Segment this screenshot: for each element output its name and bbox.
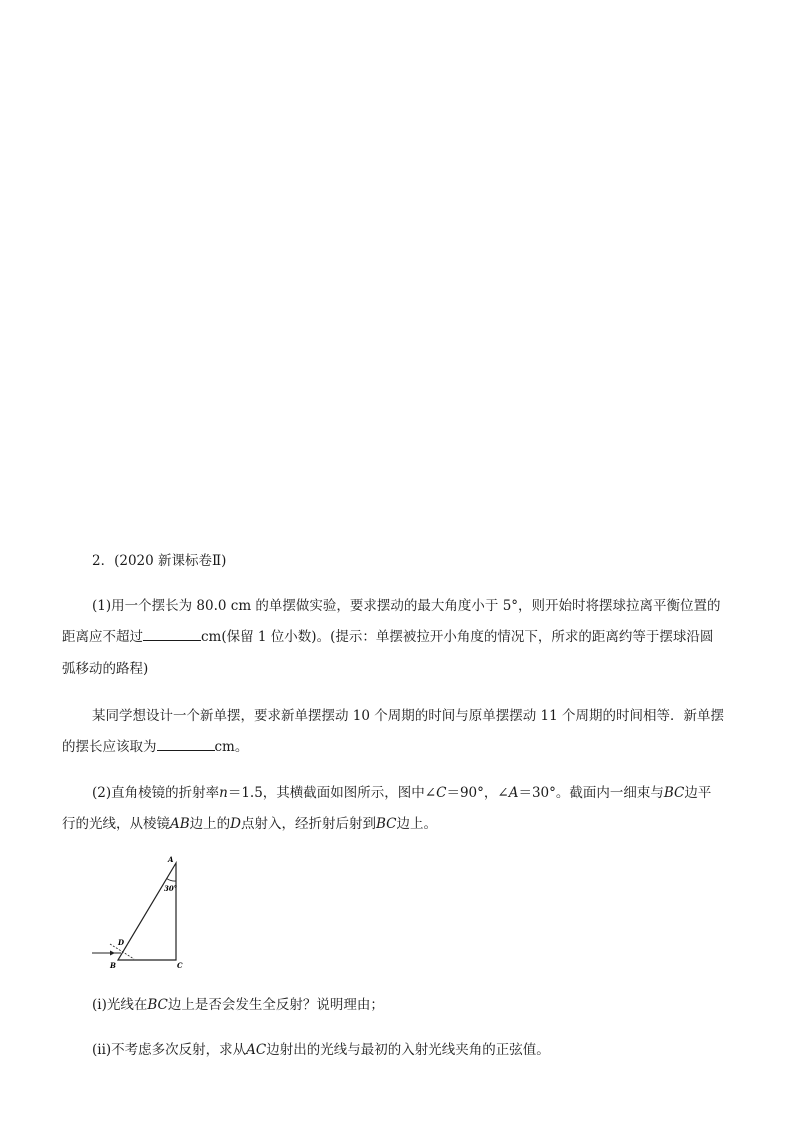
sub-i-text: (i)光线在 bbox=[92, 997, 148, 1013]
part2-text: 边上。 bbox=[396, 816, 438, 832]
angle-arc-a bbox=[167, 879, 176, 881]
subquestion-i bbox=[92, 995, 384, 1015]
label-c: C bbox=[177, 961, 183, 970]
part2-text: 边上的 bbox=[189, 816, 231, 832]
prism-figure bbox=[88, 853, 198, 971]
part2-text: (2)直角棱镜的折射率 bbox=[92, 785, 220, 801]
angle-label-30: 30° bbox=[164, 884, 178, 893]
symbol-a: A bbox=[508, 785, 519, 801]
part2-text: ＝30°。截面内一细束与 bbox=[518, 785, 664, 801]
part1-line5-text-after: cm。 bbox=[214, 739, 249, 755]
sub-ii-text: 边射出的光线与最初的入射光线夹角的正弦值。 bbox=[266, 1042, 550, 1058]
part1-line4: 某同学想设计一个新单摆，要求新单摆摆动 10 个周期的时间与原单摆摆动 11 个周期的时间相等．新单摆 bbox=[92, 708, 725, 724]
label-d: D bbox=[118, 938, 125, 947]
label-b: B bbox=[110, 961, 116, 970]
part1-line3: 弧移动的路程) bbox=[62, 661, 149, 677]
part2-text: 点射入，经折射后射到 bbox=[241, 816, 376, 832]
answer-blank-2[interactable] bbox=[157, 738, 215, 751]
part1-line5-text-before: 的摆长应该取为 bbox=[62, 739, 157, 755]
symbol-bc: BC bbox=[663, 785, 685, 801]
label-a: A bbox=[168, 855, 174, 864]
part1-line2 bbox=[62, 627, 713, 647]
symbol-c: C bbox=[436, 785, 447, 801]
part1-line2-text-before: 距离应不超过 bbox=[62, 629, 143, 645]
part2-text: ＝1.5，其横截面如图所示，图中∠ bbox=[227, 785, 437, 801]
symbol-bc: BC bbox=[147, 997, 168, 1013]
part1-line1: (1)用一个摆长为 80.0 cm 的单摆做实验，要求摆动的最大角度小于 5°，则开始时将摆球拉离平衡位置的 bbox=[92, 598, 721, 614]
part2-line1 bbox=[92, 783, 711, 803]
sub-ii-text: (ii)不考虑多次反射，求从 bbox=[92, 1042, 247, 1058]
part1-line5 bbox=[62, 737, 248, 757]
question-heading: 2．(2020 新课标卷Ⅱ) bbox=[92, 553, 227, 569]
symbol-bc: BC bbox=[376, 816, 397, 832]
ray-arrow-icon bbox=[110, 951, 115, 956]
subquestion-ii bbox=[92, 1040, 550, 1060]
part1-line2-text-after: cm(保留 1 位小数)。(提示：单摆被拉开小角度的情况下，所求的距离约等于摆球沿圆 bbox=[201, 629, 714, 645]
part2-text: 边平 bbox=[684, 785, 712, 801]
symbol-ac: AC bbox=[246, 1042, 267, 1058]
symbol-d: D bbox=[230, 816, 241, 832]
part2-line2 bbox=[62, 814, 437, 834]
part2-text: 行的光线，从棱镜 bbox=[62, 816, 170, 832]
prism-triangle bbox=[118, 863, 176, 960]
part2-text: ＝90°，∠ bbox=[446, 785, 509, 801]
sub-i-text: 边上是否会发生全反射？说明理由； bbox=[167, 997, 384, 1013]
answer-blank-1[interactable] bbox=[143, 628, 201, 641]
symbol-ab: AB bbox=[170, 816, 190, 832]
symbol-n: n bbox=[219, 785, 228, 801]
